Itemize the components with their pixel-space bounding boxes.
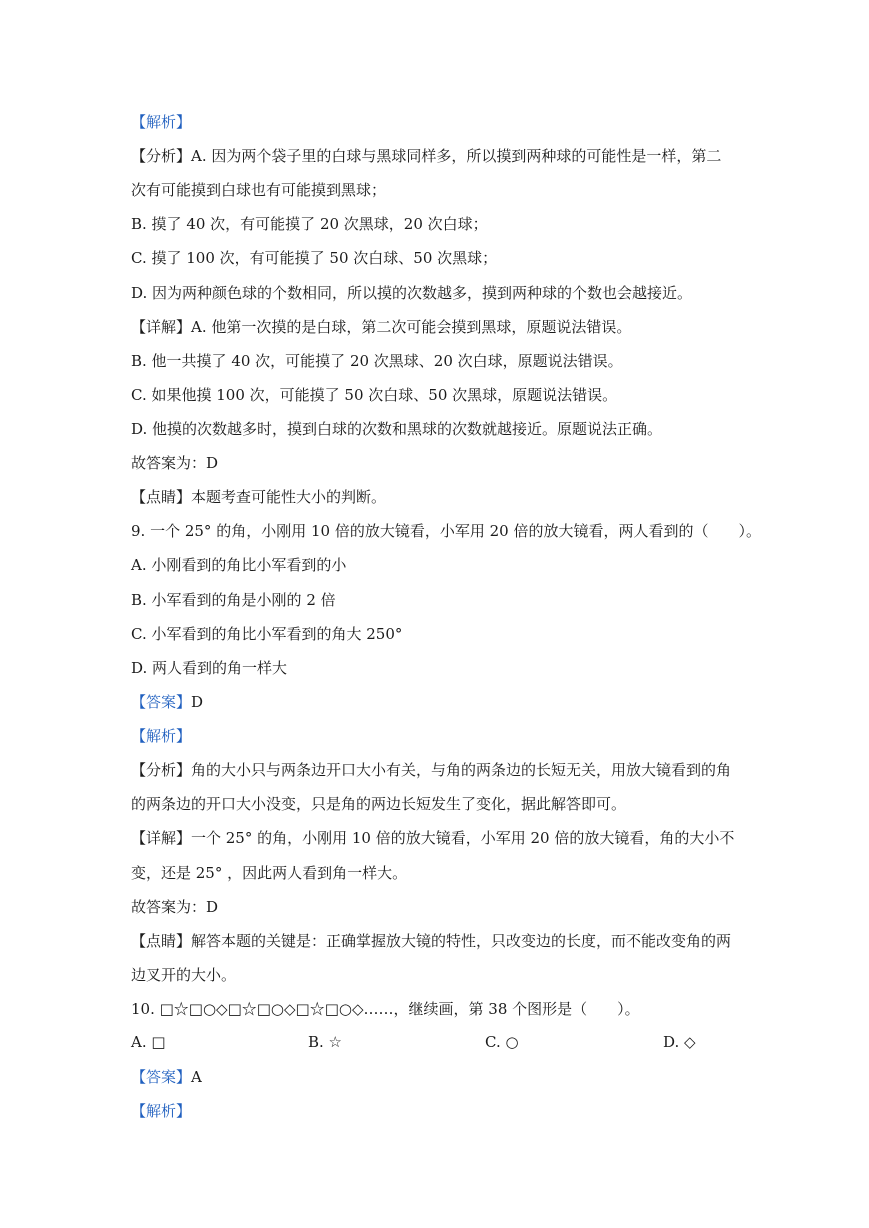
line-text: 【点睛】解答本题的关键是：正确掌握放大镜的特性，只改变边的长度，而不能改变角的两: [131, 932, 732, 950]
answer-heading: [131, 1067, 202, 1087]
line-text: 故答案为：D: [131, 898, 219, 916]
line-text: A. 小刚看到的角比小军看到的小: [131, 556, 347, 574]
answer-line: [131, 453, 218, 473]
option-b: [131, 590, 336, 610]
line-text: C. 如果他摸 100 次，可能摸了 50 次白球、50 次黑球，原题说法错误。: [131, 386, 618, 404]
option-a: A. □: [131, 1033, 166, 1051]
option-c: C. ○: [485, 1033, 519, 1051]
detail-line: [131, 385, 617, 405]
line-text: B. 摸了 40 次，有可能摸了 20 次黑球，20 次白球；: [131, 215, 488, 233]
key-point-line: [131, 931, 731, 951]
tag-label: 【解析】: [131, 1102, 192, 1120]
tag-label: 【解析】: [131, 113, 192, 131]
line-text: 边叉开的大小。: [131, 966, 237, 984]
option-d: [131, 658, 287, 678]
line-text: 【详解】A. 他第一次摸的是白球，第二次可能会摸到黑球，原题说法错误。: [131, 318, 632, 336]
section-analysis-heading: [131, 112, 191, 132]
line-text: D. 因为两种颜色球的个数相同，所以摸的次数越多，摸到两种球的个数也会越接近。: [131, 284, 693, 302]
line-text: 【分析】A. 因为两个袋子里的白球与黑球同样多，所以摸到两种球的可能性是一样，第二: [131, 147, 722, 165]
option-c: [131, 624, 402, 644]
line-text: C. 小军看到的角比小军看到的角大 250°: [131, 625, 403, 643]
key-point-line: [131, 965, 236, 985]
line-text: 【分析】角的大小只与两条边开口大小有关，与角的两条边的长短无关，用放大镜看到的角: [131, 761, 732, 779]
line-text: D. 两人看到的角一样大: [131, 659, 288, 677]
line-text: 【详解】一个 25° 的角，小刚用 10 倍的放大镜看，小军用 20 倍的放大镜看，角的大小不: [131, 829, 735, 847]
analysis-line: [131, 180, 386, 200]
line-text: 次有可能摸到白球也有可能摸到黑球；: [131, 181, 387, 199]
question-10: [131, 999, 640, 1019]
tag-label: 【答案】: [131, 1068, 192, 1086]
line-text: 9. 一个 25° 的角，小刚用 10 倍的放大镜看，小军用 20 倍的放大镜看，两人看到的（ ）。: [131, 522, 761, 540]
analysis-line: [131, 248, 497, 268]
question-10-options: [131, 1032, 731, 1052]
section-analysis-heading: [131, 726, 191, 746]
line-text: C. 摸了 100 次，有可能摸了 50 次白球、50 次黑球；: [131, 249, 498, 267]
analysis-line: [131, 283, 692, 303]
line-text: B. 小军看到的角是小刚的 2 倍: [131, 591, 336, 609]
option-d: D. ◇: [663, 1033, 696, 1051]
detail-line: [131, 863, 407, 883]
analysis-line: [131, 214, 488, 234]
detail-line: [131, 317, 631, 337]
analysis-line: [131, 760, 731, 780]
key-point-line: [131, 487, 386, 507]
tag-label: 【解析】: [131, 727, 192, 745]
line-text: 【点睛】本题考查可能性大小的判断。: [131, 488, 387, 506]
line-text: 故答案为：D: [131, 454, 219, 472]
section-analysis-heading: [131, 1101, 191, 1121]
line-text: 10. □☆□○◇□☆□○◇□☆□○◇……，继续画，第 38 个图形是（ ）。: [131, 1000, 640, 1018]
question-9: [131, 521, 761, 541]
detail-line: [131, 828, 734, 848]
line-text: B. 他一共摸了 40 次，可能摸了 20 次黑球、20 次白球，原题说法错误。: [131, 352, 623, 370]
detail-line: [131, 351, 623, 371]
detail-line: [131, 419, 662, 439]
analysis-line: [131, 146, 721, 166]
line-text: D: [191, 693, 204, 711]
line-text: 的两条边的开口大小没变，只是角的两边长短发生了变化，据此解答即可。: [131, 795, 627, 813]
line-text: A: [191, 1068, 202, 1086]
option-a: [131, 555, 346, 575]
option-b: B. ☆: [308, 1033, 343, 1051]
answer-line: [131, 897, 218, 917]
answer-heading: [131, 692, 203, 712]
line-text: 变，还是 25° ，因此两人看到角一样大。: [131, 864, 408, 882]
line-text: D. 他摸的次数越多时，摸到白球的次数和黑球的次数就越接近。原题说法正确。: [131, 420, 663, 438]
tag-label: 【答案】: [131, 693, 192, 711]
analysis-line: [131, 794, 626, 814]
